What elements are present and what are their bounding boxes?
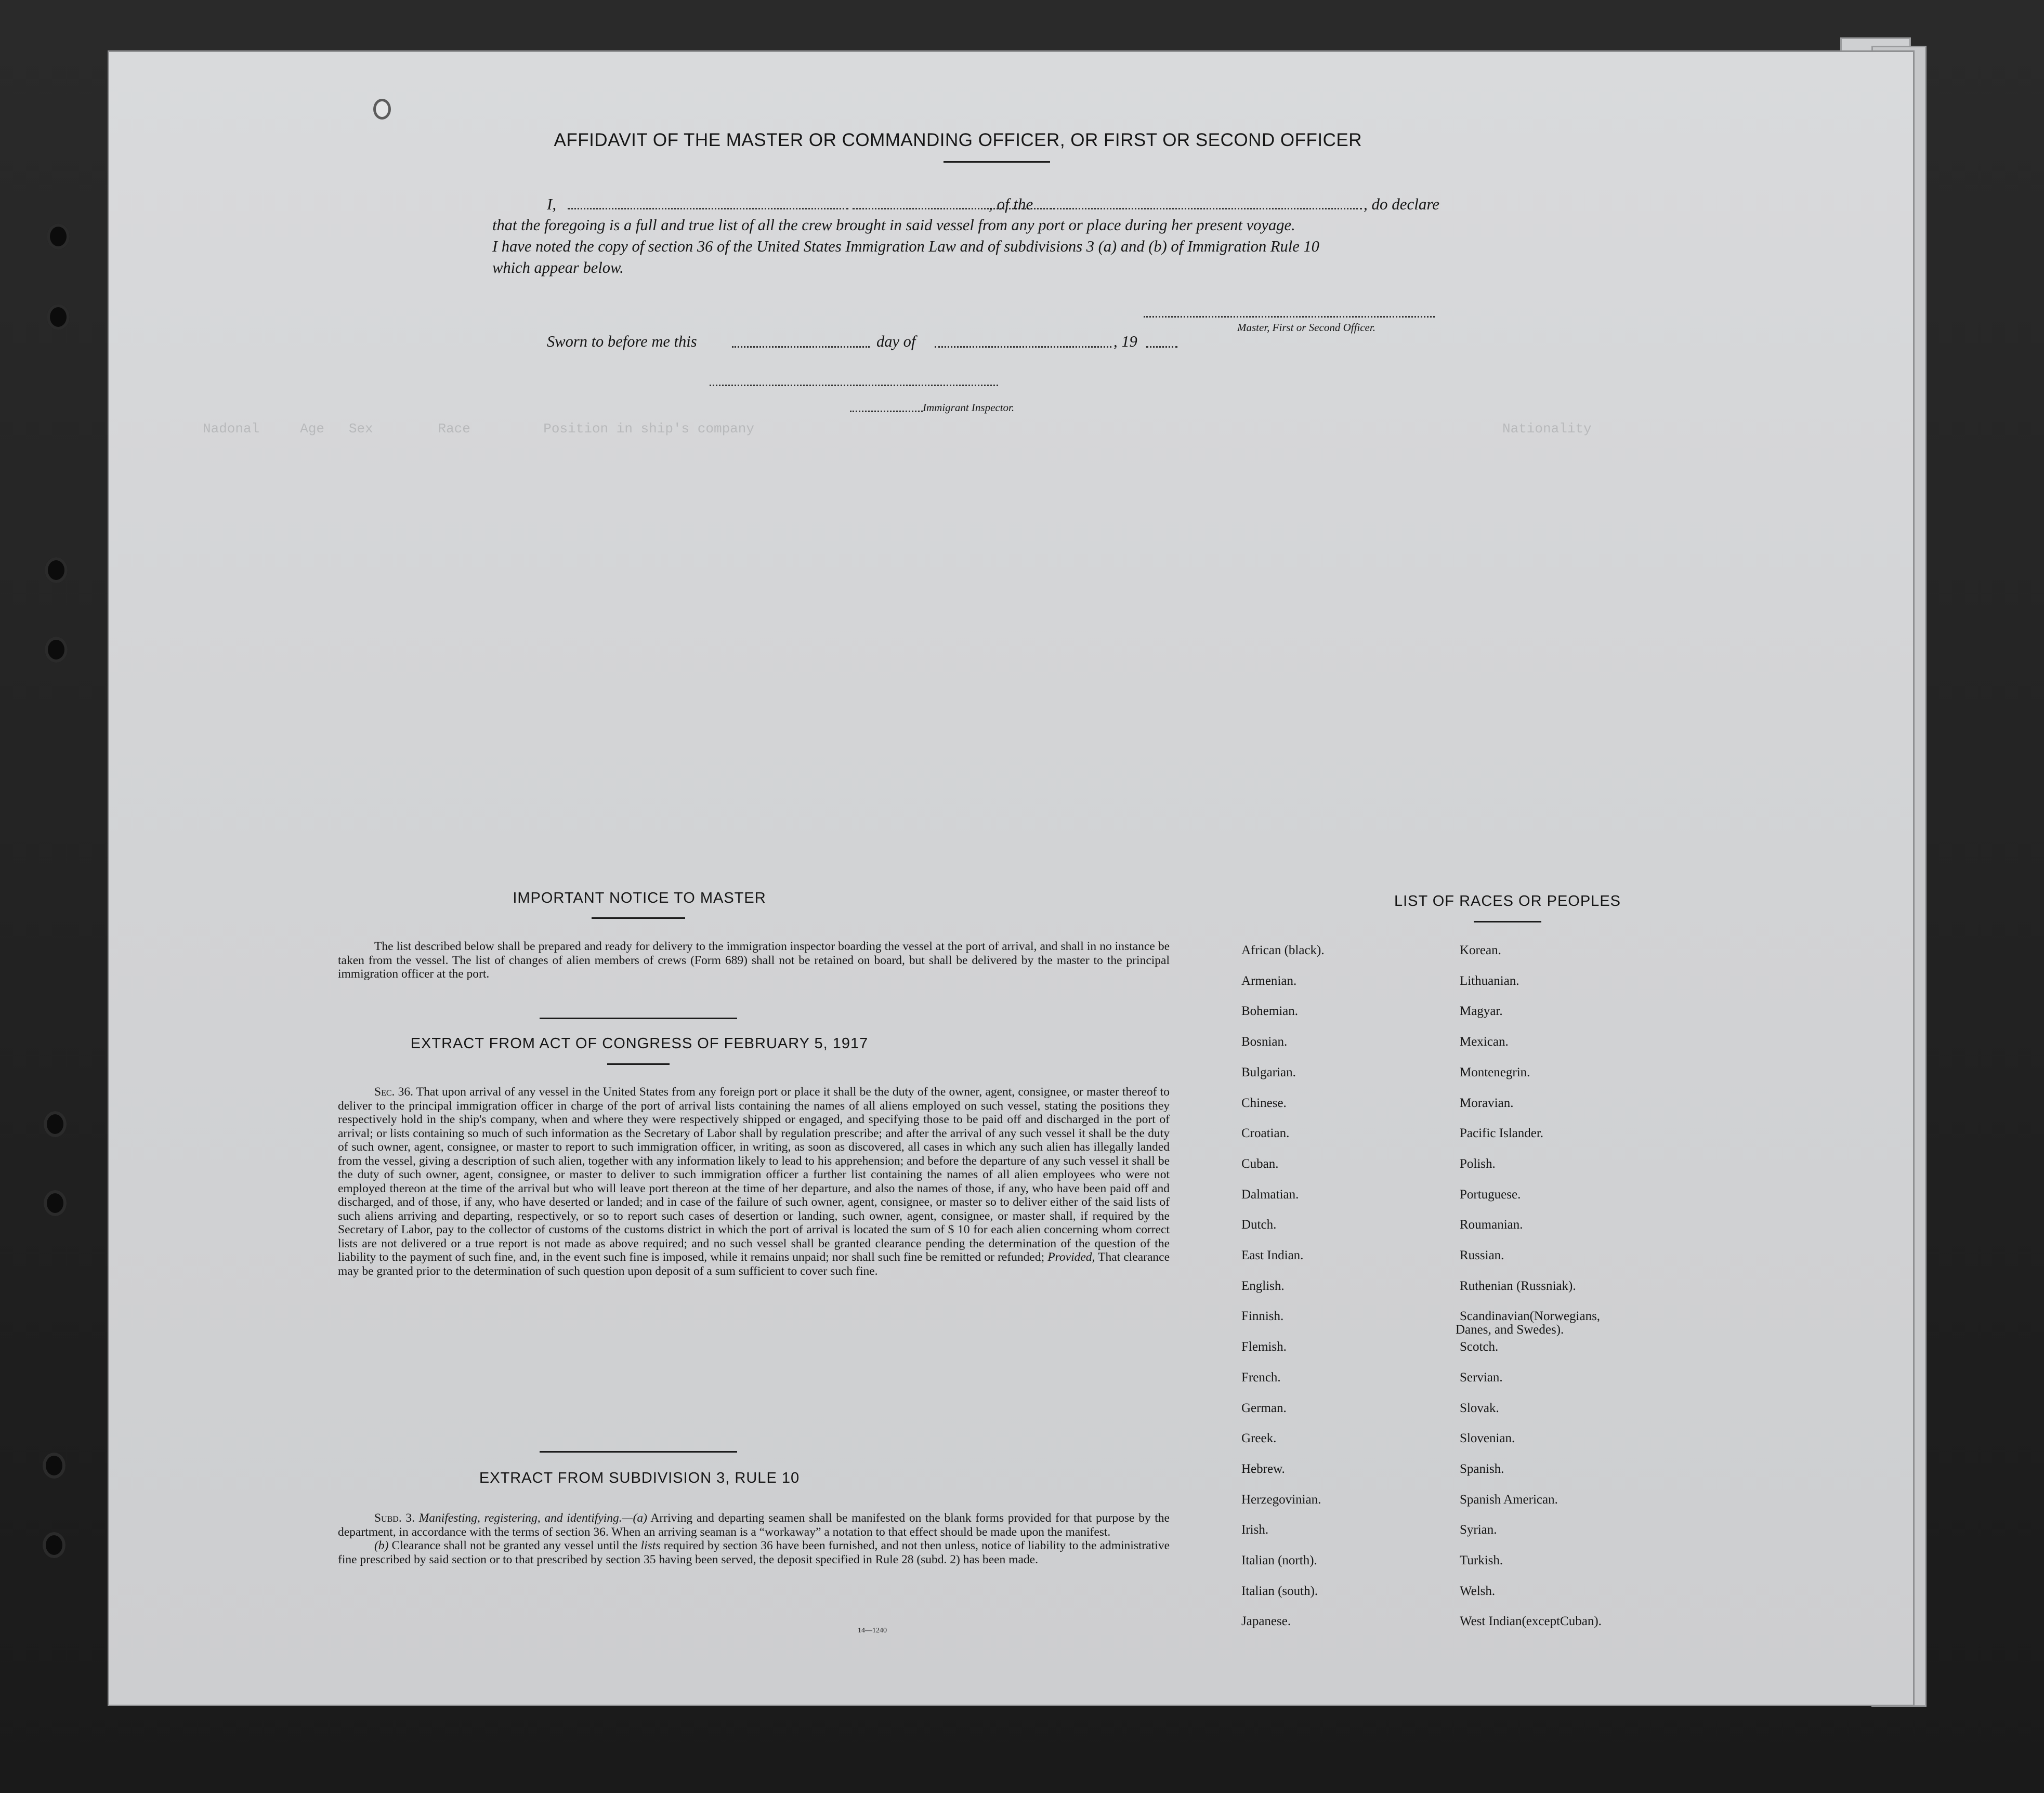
race-item: Mexican. [1460, 1035, 1509, 1049]
race-item: Scandinavian(Norwegians, [1460, 1309, 1601, 1324]
inspector-label: Immigrant Inspector. [923, 401, 1015, 414]
race-item: Polish. [1460, 1156, 1496, 1171]
subd-heading: Manifesting, registering, and identifying.—(a) [418, 1511, 647, 1525]
race-item: Herzegovinian. [1241, 1492, 1321, 1507]
sworn-day-field[interactable] [732, 346, 870, 348]
act-underline [607, 1063, 670, 1065]
race-item: Magyar. [1460, 1004, 1503, 1019]
punch-hole [44, 1190, 67, 1216]
race-item: East Indian. [1241, 1248, 1304, 1262]
sworn-year-field[interactable] [1146, 346, 1177, 348]
race-item: Moravian. [1460, 1096, 1514, 1110]
inspector-signature-lead [850, 411, 923, 412]
proviso-label: Provided, [1047, 1250, 1095, 1264]
master-signature-label: Master, First or Second Officer. [1237, 321, 1375, 334]
punch-hole [47, 304, 70, 330]
affidavit-line-2: that the foregoing is a full and true list of all the crew brought in said vessel from any port or place during her present voyage. [492, 216, 1295, 234]
race-item: English. [1241, 1278, 1285, 1293]
sec-36-label: Sec. 36. [374, 1085, 413, 1099]
race-item: Dutch. [1241, 1218, 1277, 1232]
notice-title: IMPORTANT NOTICE TO MASTER [513, 890, 766, 906]
race-item: Finnish. [1241, 1309, 1284, 1324]
notice-body-text: The list described below shall be prepared and ready for delivery to the immigration inspector boarding the vessel at the port of arrival, and shall in no instance be taken from the vessel. The list of changes of alien members of crews (Form 689) shall not be retained on board, but shall be delivered by the master to the principal immigration officer at the port. [338, 940, 1170, 981]
race-item: Korean. [1460, 943, 1501, 957]
race-item: Bohemian. [1241, 1004, 1299, 1019]
race-item: Croatian. [1241, 1126, 1290, 1141]
race-item: Irish. [1241, 1523, 1269, 1537]
race-item: Ruthenian (Russniak). [1460, 1278, 1576, 1293]
races-title: LIST OF RACES OR PEOPLES [1394, 893, 1621, 909]
punch-hole [43, 1532, 65, 1558]
sworn-prefix: Sworn to before me this [547, 333, 697, 350]
race-item: Italian (north). [1241, 1553, 1317, 1567]
punch-hole [44, 1111, 67, 1137]
bleed-through-text: Nadonal Age Sex Race Position in ship's company [203, 421, 754, 437]
sworn-year-prefix: , 19 [1113, 333, 1137, 350]
subd-b-label: (b) [374, 1539, 389, 1552]
notice-underline [592, 917, 685, 919]
race-item: Italian (south). [1241, 1584, 1318, 1598]
race-item: West Indian(exceptCuban). [1460, 1614, 1602, 1629]
rule-body [338, 1511, 1170, 1566]
notice-body [338, 940, 1170, 981]
inspector-signature-field[interactable] [710, 385, 998, 386]
bleed-through-text: Nationality [1502, 421, 1592, 437]
form-number: 14—1240 [858, 1627, 887, 1634]
affidavit-title: AFFIDAVIT OF THE MASTER OR COMMANDING OFFICER, OR FIRST OR SECOND OFFICER [554, 130, 1362, 150]
race-item: French. [1241, 1370, 1281, 1385]
subd-para-b-1: Clearance shall not be granted any vessel until the [391, 1539, 638, 1552]
race-item: Lithuanian. [1460, 973, 1519, 988]
race-item: Spanish American. [1460, 1492, 1558, 1507]
punch-hole [45, 637, 68, 663]
race-item: Montenegrin. [1460, 1065, 1530, 1079]
punch-hole [45, 557, 68, 583]
punch-hole [373, 99, 391, 120]
race-item: Welsh. [1460, 1584, 1496, 1598]
document-page [109, 52, 1913, 1705]
race-item: Armenian. [1241, 973, 1297, 988]
races-underline [1474, 921, 1541, 922]
race-item: Cuban. [1241, 1156, 1279, 1171]
act-title: EXTRACT FROM ACT OF CONGRESS OF FEBRUARY 5, 1917 [410, 1035, 869, 1052]
race-item: Turkish. [1460, 1553, 1503, 1567]
vessel-name-field[interactable] [1050, 208, 1362, 209]
race-item: Danes, and Swedes). [1456, 1323, 1564, 1337]
race-item: Servian. [1460, 1370, 1503, 1385]
affidavit-i: I, [547, 195, 557, 213]
race-item: Bulgarian. [1241, 1065, 1296, 1079]
punch-hole [47, 223, 70, 249]
subd-para-b-lists: lists [640, 1539, 661, 1552]
rule-title: EXTRACT FROM SUBDIVISION 3, RULE 10 [479, 1470, 800, 1486]
race-item: Japanese. [1241, 1614, 1291, 1629]
race-item: Slovenian. [1460, 1431, 1515, 1446]
officer-name-field[interactable] [568, 208, 848, 209]
title-underline [944, 161, 1050, 163]
sworn-day-of: day of [876, 333, 916, 350]
race-item: Roumanian. [1460, 1218, 1523, 1232]
race-item: Syrian. [1460, 1523, 1497, 1537]
subd-label: Subd. 3. [374, 1511, 415, 1525]
affidavit-of-the: , of the [989, 195, 1033, 213]
master-signature-field[interactable] [1144, 316, 1435, 318]
race-item: Russian. [1460, 1248, 1504, 1262]
act-body [338, 1085, 1170, 1278]
race-item: Greek. [1241, 1431, 1277, 1446]
race-item: Flemish. [1241, 1340, 1287, 1354]
race-item: Scotch. [1460, 1340, 1499, 1354]
affidavit-line-3: I have noted the copy of section 36 of the United States Immigration Law and of subdivisions 3 (a) and (b) of Immigration Rule 10 [492, 238, 1319, 255]
act-divider [540, 1451, 737, 1453]
punch-hole [43, 1453, 65, 1479]
race-item: Chinese. [1241, 1096, 1287, 1110]
race-item: Pacific Islander. [1460, 1126, 1544, 1141]
race-item: German. [1241, 1401, 1287, 1415]
affidavit-declare: , do declare [1364, 195, 1440, 213]
race-item: Slovak. [1460, 1401, 1499, 1415]
proviso-text: That clearance may be granted prior to the determination of such question upon deposit of a sum sufficient to cover such fine. [338, 1250, 1170, 1278]
affidavit-line-4: which appear below. [492, 259, 624, 276]
race-item: Bosnian. [1241, 1035, 1288, 1049]
notice-divider [540, 1018, 737, 1019]
sec-36-text: That upon arrival of any vessel in the United States from any foreign port or place it shall be the duty of the owner, agent, consignee, or master thereof to deliver to the principal immigration officer in charge of the port of arrival lists containing the names of all aliens employed on such vessel, stating the positions they respectively hold in the ship's company, when and where they were respectively shipped or engaged, and specifying those to be paid off and discharged in the port of arrival; or lists containing so much of such information as the Secretary of Labor shall by regulation prescribe; and after the arrival of any such vessel it shall be the duty of such owner, agent, consignee, or master to report to such immigration officer, in writing, as soon as discovered, all cases in which any such alien has illegally landed from the vessel, giving a description of such alien, together with any information likely to lead to his apprehension; and before the departure of any such vessel it shall be the duty of such owner, agent, consignee, or master to deliver to such immigration officer a further list containing the names of all alien employees who were not employed thereon at the time of the arrival but who will leave port thereon at the time of her departure, and also the names of those, if any, who have been paid off and discharged, and of those, if any, who have deserted or landed; and in case of the failure of such owner, agent, consignee, or master so to deliver either of the said lists of such aliens arriving and departing, respectively, or so to report such cases of desertion or landing, such owner, agent, consignee, or master shall, if required by the Secretary of Labor, pay to the collector of customs of the customs district in which the port of arrival is located the sum of $ 10 for each alien concerning whom correct lists are not delivered or a true report is not made as above required; and no such vessel shall be granted clearance pending the determination of the question of the liability to the payment of such fine, and, in the event such fine is imposed, while it remains unpaid; nor shall such fine be remitted or refunded; [338, 1085, 1170, 1264]
race-item: Spanish. [1460, 1461, 1504, 1476]
race-item: African (black). [1241, 943, 1325, 957]
subd-para-b-2: required by section 36 have been furnished, and not then unless, notice of liability to the administrative fine prescribed by said section or to that prescribed by section 35 having been served, the deposit specified in Rule 28 (subd. 2) has been made. [338, 1539, 1170, 1566]
race-item: Portuguese. [1460, 1187, 1521, 1202]
race-item: Hebrew. [1241, 1461, 1285, 1476]
sworn-month-field[interactable] [935, 346, 1111, 348]
subd-para-a: Arriving and departing seamen shall be manifested on the blank forms provided for that purpose by the department, in accordance with the terms of section 36. When an arriving seaman is a “workaway” a notation to that effect should be made upon the manifest. [338, 1511, 1170, 1539]
race-item: Dalmatian. [1241, 1187, 1299, 1202]
